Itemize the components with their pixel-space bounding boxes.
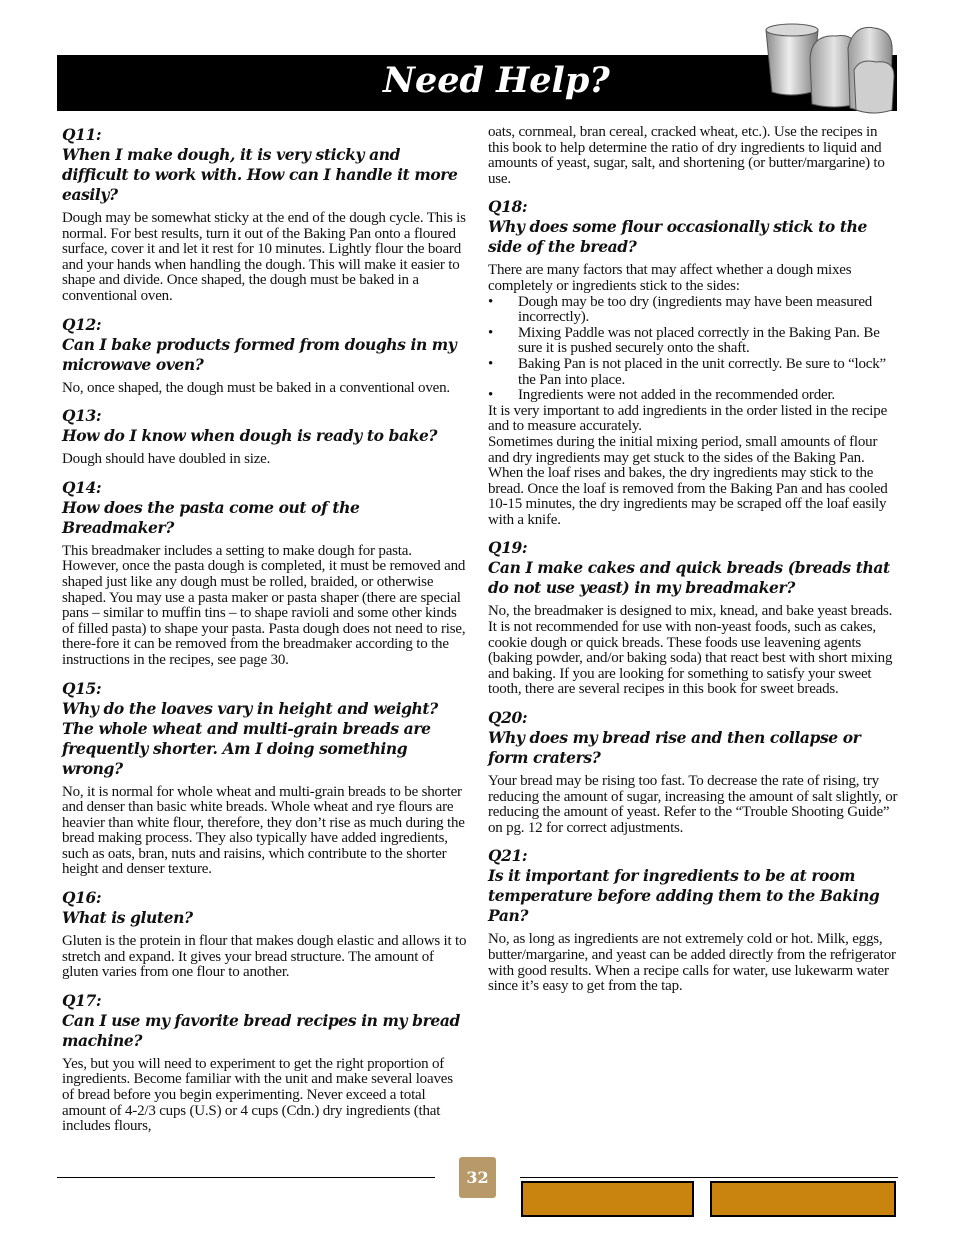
continued-answer-text: oats, cornmeal, bran cereal, cracked wheat, etc.). Use the recipes in this book to help determine the ratio of dry ingredients to liquid and amounts of yeast, sugar, salt, and shortening (or butter/margarine) to use. bbox=[488, 124, 885, 187]
question-text: How does the pasta come out of the Breadmaker? bbox=[62, 497, 360, 537]
answer-paragraph: Sometimes during the initial mixing period, small amounts of flour and dry ingredients may get stuck to the sides of the Baking Pan. When the loaf rises and bakes, the dry ingredients may stick to the bread. Once the loaf is removed from the Baking Pan and has cooled 10-15 minutes, the dry ingredients may be scraped off the loaf easily with a knife. bbox=[488, 433, 888, 528]
footer-rule-right bbox=[520, 1177, 898, 1178]
question-text: What is gluten? bbox=[62, 908, 193, 928]
faq-item-q20 bbox=[488, 708, 900, 836]
faq-item-q21 bbox=[488, 846, 900, 994]
question-text: When I make dough, it is very sticky and difficult to work with. How can I handle it more easily? bbox=[62, 145, 458, 204]
question-text: Is it important for ingredients to be at room temperature before adding them to the Baking Pan? bbox=[488, 866, 880, 926]
faq-item-q16 bbox=[62, 888, 467, 981]
right-column bbox=[488, 125, 900, 1005]
answer-intro: There are many factors that may affect whether a dough mixes completely or ingredients stick to the sides: bbox=[488, 262, 852, 294]
question-number: Q17: bbox=[62, 990, 102, 1010]
footer-tab-right bbox=[710, 1181, 896, 1217]
question-number: Q19: bbox=[488, 538, 528, 558]
cause-list bbox=[488, 295, 900, 404]
list-item: • Dough may be too dry (ingredients may have been measured incorrectly). bbox=[488, 295, 900, 326]
left-column bbox=[62, 125, 467, 1145]
question-text: Can I bake products formed from doughs in my microwave oven? bbox=[62, 334, 457, 374]
footer-rule-left bbox=[57, 1177, 435, 1178]
faq-item-q14 bbox=[62, 478, 467, 669]
question-text: Why do the loaves vary in height and weight? The whole wheat and multi-grain breads are frequently shorter. Am I doing something wrong? bbox=[62, 698, 438, 778]
footer-tab-left bbox=[521, 1181, 694, 1217]
question-number: Q15: bbox=[62, 678, 102, 698]
list-item: • Baking Pan is not placed in the unit correctly. Be sure to “lock” the Pan into place. bbox=[488, 357, 900, 388]
answer-paragraph: It is very important to add ingredients in the order listed in the recipe and to measure accurately. bbox=[488, 402, 888, 435]
faq-item-q15 bbox=[62, 679, 467, 879]
answer-text: Dough may be somewhat sticky at the end of the dough cycle. This is normal. For best results, turn it out of the Baking Pan onto a floured surface, cover it and let it rest for 10 minutes. Lightly flour the board and your hands when handling the dough. This will make it easier to shape and divide. Once shaped, the dough must be baked in a conventional oven. bbox=[62, 210, 466, 304]
question-number: Q12: bbox=[62, 314, 102, 334]
faq-item-q18 bbox=[488, 197, 900, 528]
question-text: Why does some flour occasionally stick to the side of the bread? bbox=[488, 217, 867, 257]
answer-text: Dough should have doubled in size. bbox=[62, 451, 271, 468]
page-title: Need Help? bbox=[383, 60, 610, 101]
answer-text: No, once shaped, the dough must be baked in a conventional oven. bbox=[62, 379, 450, 396]
answer-text: Your bread may be rising too fast. To decrease the rate of rising, try reducing the amount of sugar, increasing the amount of salt slightly, or reducing the amount of yeast. Refer to the “Trouble Shooting Guide” on pg. 12 for correct adjustments. bbox=[488, 773, 898, 836]
question-text: Why does my bread rise and then collapse or form craters? bbox=[488, 728, 861, 768]
page-number: 32 bbox=[459, 1157, 496, 1198]
list-item: • Mixing Paddle was not placed correctly in the Baking Pan. Be sure it is pushed securely onto the shaft. bbox=[488, 326, 900, 357]
answer-text: This breadmaker includes a setting to make dough for pasta. However, once the pasta dough is completed, it must be removed and shaped just like any dough must be rolled, braided, or otherwise shaped. You may use a pasta maker or pasta shaper (there are special pans – similar to muffin tins – to shape ravioli and some other kinds of filled pasta) to shape your pasta. Pasta dough does not need to rise, there-fore it can be removed from the breadmaker according to the instructions in the recipes, see page 30. bbox=[62, 542, 466, 668]
question-number: Q20: bbox=[488, 708, 528, 728]
question-number: Q18: bbox=[488, 197, 528, 217]
faq-item-q17 bbox=[62, 991, 467, 1135]
question-number: Q14: bbox=[62, 477, 102, 497]
answer-text: Yes, but you will need to experiment to get the right proportion of ingredients. Become familiar with the unit and make several loaves of bread before you begin experimenting. Never exceed a total amount of 4-2/3 cups (U.S) or 4 cups (Cdn.) dry ingredients (that includes flours, bbox=[62, 1055, 453, 1135]
answer-text: Gluten is the protein in flour that makes dough elastic and allows it to stretch and expand. It gives your bread structure. The amount of gluten varies from one flour to another. bbox=[62, 933, 467, 981]
answer-text bbox=[488, 263, 900, 528]
question-text: Can I use my favorite bread recipes in my bread machine? bbox=[62, 1010, 460, 1050]
question-text: How do I know when dough is ready to bake? bbox=[62, 426, 438, 446]
question-text: Can I make cakes and quick breads (breads that do not use yeast) in my breadmaker? bbox=[488, 558, 890, 598]
question-number: Q21: bbox=[488, 846, 528, 866]
answer-text: No, the breadmaker is designed to mix, knead, and bake yeast breads. It is not recommended for use with non-yeast foods, such as cakes, cookie dough or quick breads. These foods use leavening agents (baking powder, and/or baking soda) that react best with short mixing and baking. If you are looking for something to satisfy your sweet tooth, there are several recipes in this book for sweet breads. bbox=[488, 603, 893, 698]
faq-item-q19 bbox=[488, 538, 900, 698]
question-number: Q16: bbox=[62, 888, 102, 908]
faq-item-q13 bbox=[62, 406, 467, 468]
faq-item-q11 bbox=[62, 125, 467, 305]
list-item: • Ingredients were not added in the recommended order. bbox=[488, 388, 900, 404]
bread-pans-illustration bbox=[760, 18, 900, 116]
question-number: Q11: bbox=[62, 125, 102, 144]
answer-text: No, it is normal for whole wheat and multi-grain breads to be shorter and denser than basic white breads. Whole wheat and rye flours are heavier than white flour, therefore, they don’t rise as much during the bread making process. They also typically have added ingredients, such as oats, bran, nuts and raisins, which contribute to the shorter height and denser texture. bbox=[62, 783, 465, 878]
faq-item-q12 bbox=[62, 315, 467, 397]
answer-text: No, as long as ingredients are not extremely cold or hot. Milk, eggs, butter/margarine, and yeast can be added directly from the refrigerator with good results. When a recipe calls for water, use lukewarm water since it’s easy to get from the tap. bbox=[488, 931, 896, 995]
question-number: Q13: bbox=[62, 406, 102, 426]
